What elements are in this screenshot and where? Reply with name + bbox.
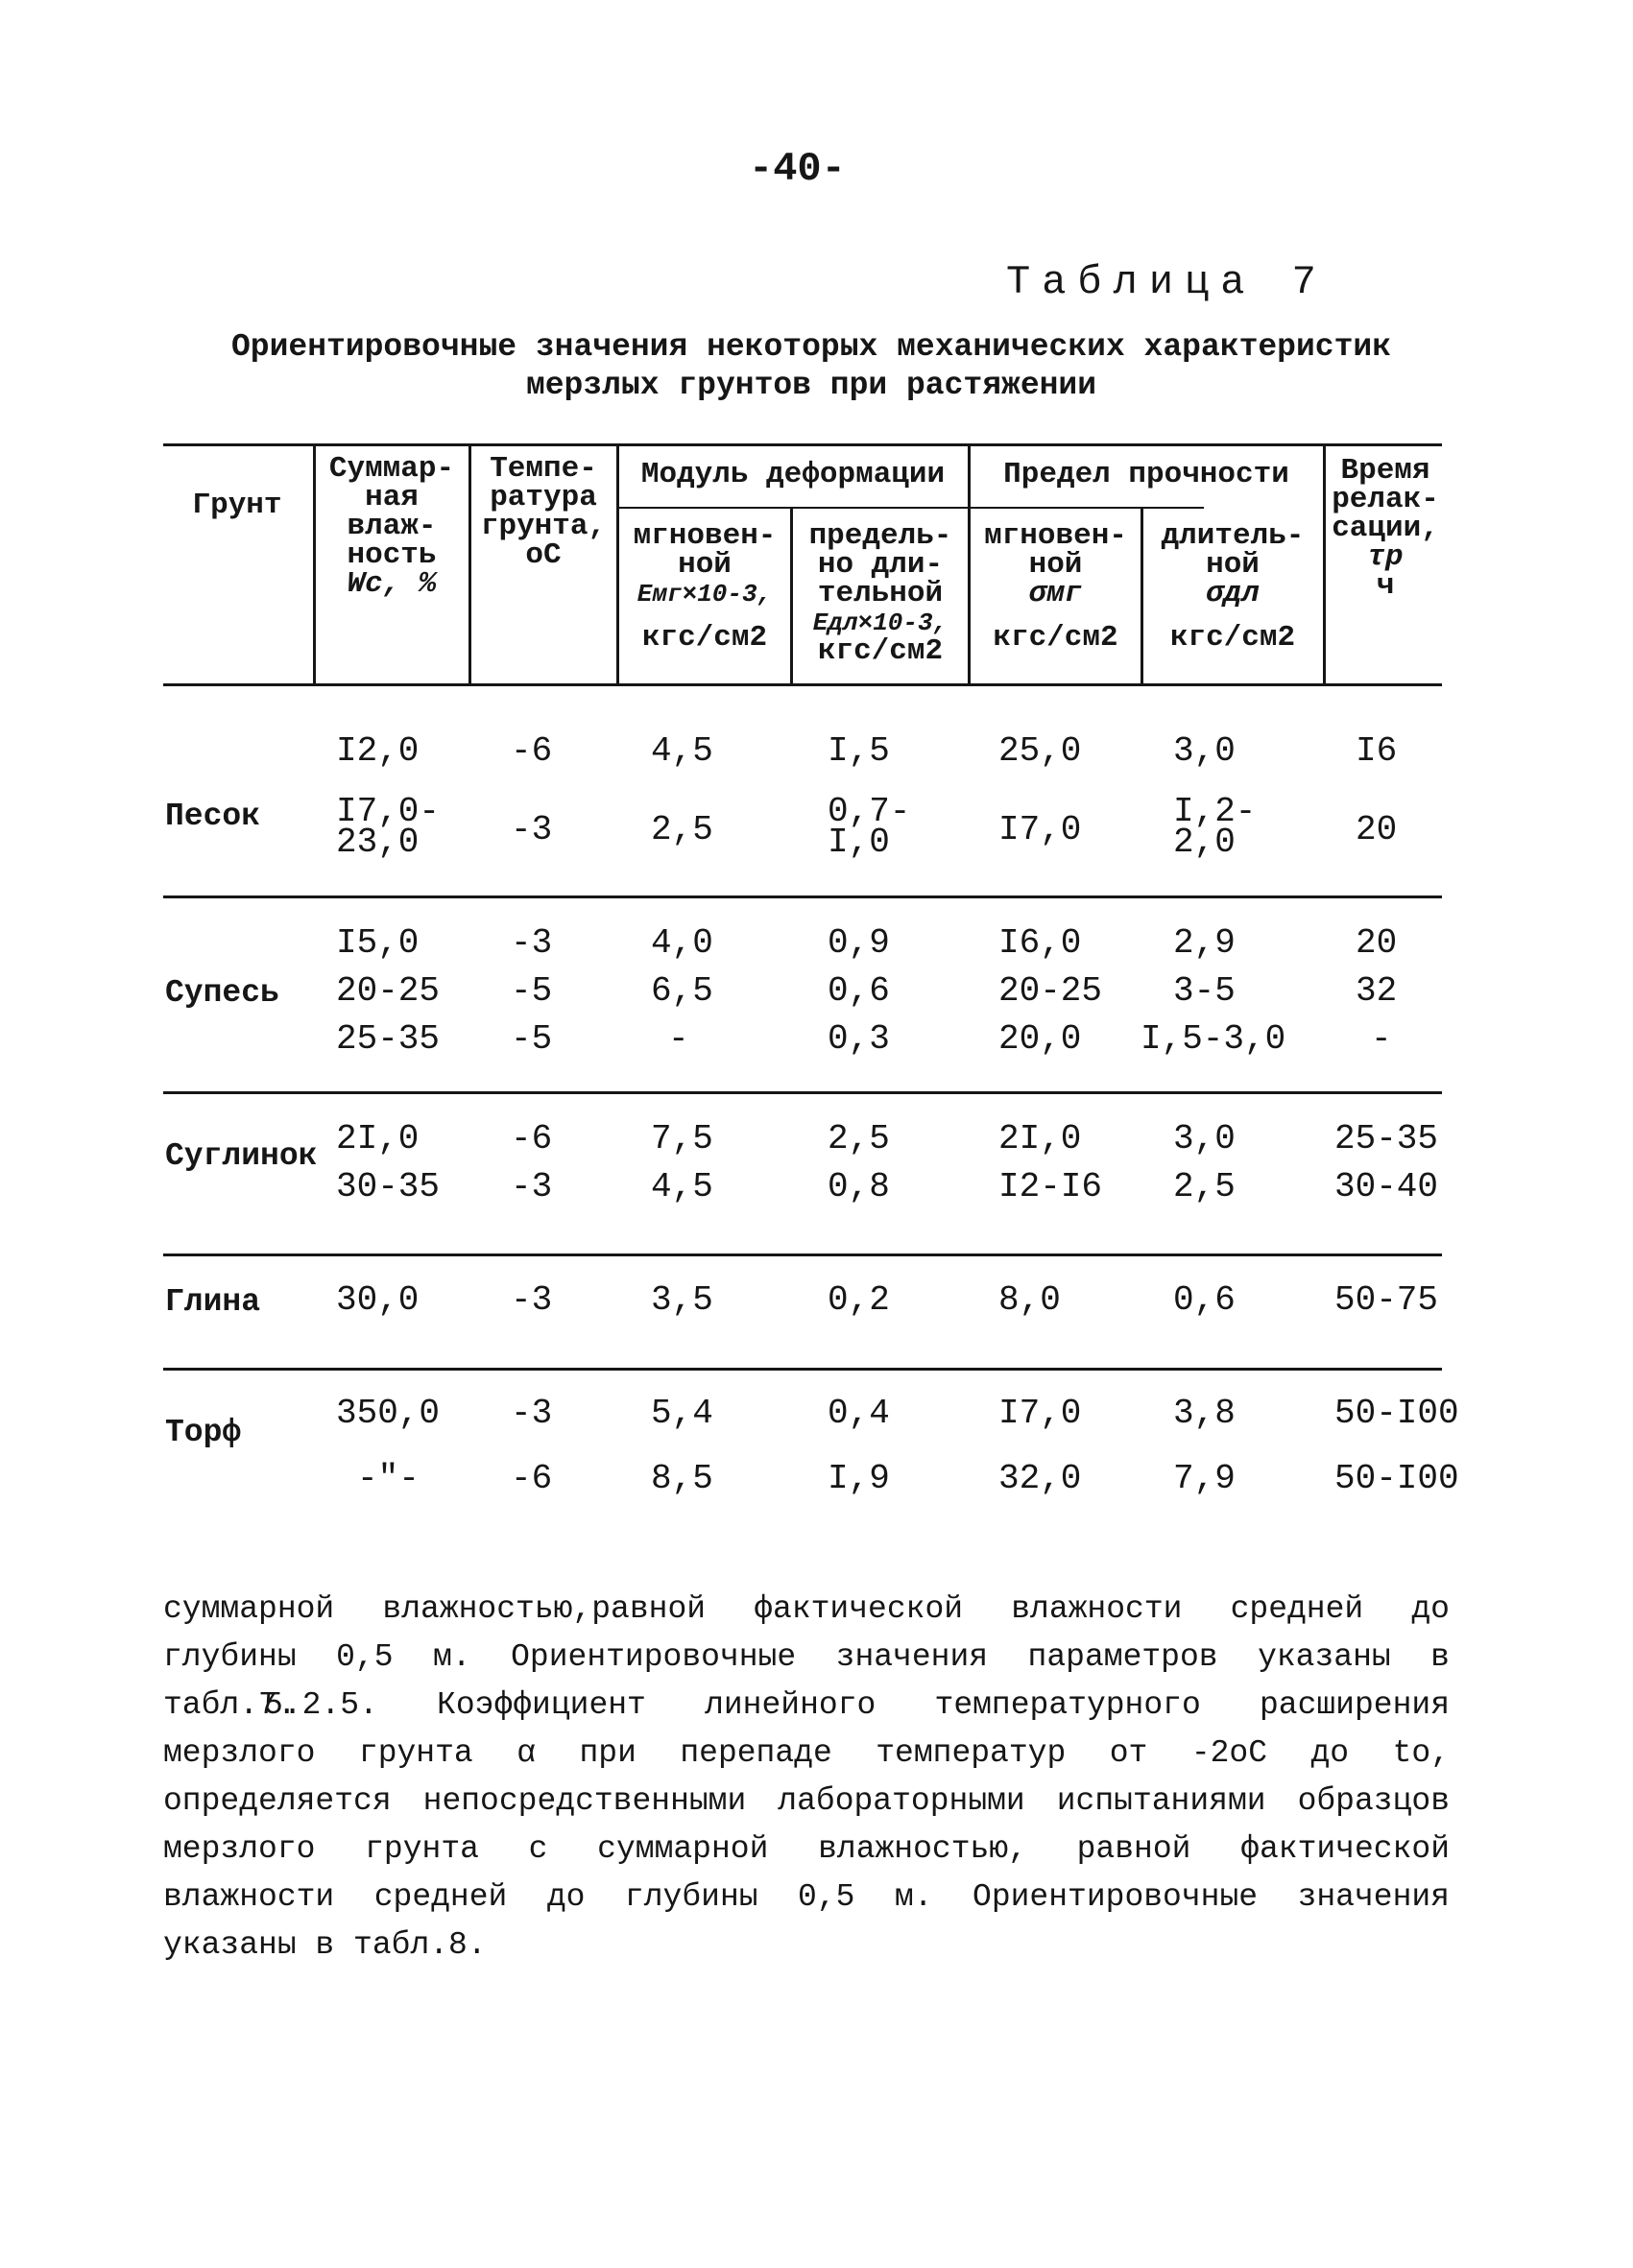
- col-divider: [968, 443, 971, 683]
- table-title-line-2: мерзлых грунтов при растяжении: [525, 368, 1097, 403]
- header-modulus-long: [794, 519, 967, 668]
- cell-modulus-instant: 5,4: [651, 1394, 713, 1433]
- cell-relaxation: 20: [1356, 923, 1398, 963]
- cell-strength-instant: 20-25: [998, 971, 1103, 1011]
- cell-modulus-long: I,9: [828, 1459, 890, 1498]
- header-relaxation: [1327, 454, 1444, 603]
- soil-name: Песок: [165, 799, 261, 834]
- cell-relaxation: 50-75: [1334, 1280, 1439, 1320]
- header-line: ной: [678, 548, 732, 582]
- cell-modulus-long: 0,6: [828, 971, 890, 1011]
- group-rule: [163, 1368, 1442, 1371]
- cell-strength-long: 2,5: [1173, 1167, 1236, 1206]
- cell-modulus-instant: 6,5: [651, 971, 713, 1011]
- cell-relaxation: -: [1371, 1019, 1392, 1059]
- cell-relaxation: 20: [1356, 810, 1398, 849]
- header-line: тельной: [817, 577, 944, 610]
- cell-modulus-long: 0,4: [828, 1394, 890, 1433]
- header-temperature-line: грунта,: [480, 510, 607, 543]
- cell-strength-long: 2,9: [1173, 923, 1236, 963]
- body-paragraph-2: [163, 1682, 1450, 1970]
- cell-strength-instant: 8,0: [998, 1280, 1061, 1320]
- cell-modulus-long: 0,9: [828, 923, 890, 963]
- cell-modulus-long: 0,8: [828, 1167, 890, 1206]
- cell-strength-instant: 32,0: [998, 1459, 1082, 1498]
- cell-strength-instant: 2I,0: [998, 1119, 1082, 1158]
- header-moisture-line: влаж-: [347, 510, 437, 543]
- cell-temperature: -6: [511, 1459, 553, 1498]
- cell-relaxation: I6: [1356, 731, 1398, 771]
- cell-temperature: -6: [511, 1119, 553, 1158]
- table-top-rule: [163, 443, 1442, 446]
- table-label: Таблица 7: [1006, 259, 1328, 305]
- cell-relaxation: 32: [1356, 971, 1398, 1011]
- cell-strength-long: I,5-3,0: [1141, 1019, 1286, 1059]
- header-line: мгновен-: [984, 519, 1127, 553]
- header-moisture-line: ная: [365, 481, 419, 514]
- cell-moisture: -"-: [357, 1459, 420, 1498]
- cell-strength-instant: I7,0: [998, 1394, 1082, 1433]
- cell-temperature: -3: [511, 1167, 553, 1206]
- header-line: Едл×10-3,: [812, 609, 949, 637]
- group-rule: [163, 1253, 1442, 1256]
- cell-modulus-long: 0,3: [828, 1019, 890, 1059]
- header-moisture-line: Суммар-: [328, 452, 455, 486]
- cell-modulus-long: 2,5: [828, 1119, 890, 1158]
- soil-name: Торф: [165, 1415, 242, 1450]
- header-line: релак-: [1332, 483, 1439, 516]
- cell-strength-instant: 20,0: [998, 1019, 1082, 1059]
- cell-relaxation: 50-I00: [1334, 1459, 1459, 1498]
- header-moisture-line: Wс, %: [347, 567, 437, 601]
- cell-strength-long: 3,0: [1173, 731, 1236, 771]
- table-title-line-1: Ориентировочные значения некоторых механических характеристик: [231, 329, 1391, 365]
- header-line: мгновен-: [633, 519, 777, 553]
- header-temperature-line: Темпе-: [490, 452, 597, 486]
- body-paragraph-1: суммарной влажностью,равной фактической влажности средней до глубины 0,5 м. Ориентировочные значения параметров указаны в табл.7.: [163, 1591, 1450, 1723]
- cell-strength-instant: I7,0: [998, 810, 1082, 849]
- cell-modulus-instant: 4,0: [651, 923, 713, 963]
- header-line: кгс/см2: [993, 621, 1118, 655]
- cell-strength-instant: 25,0: [998, 731, 1082, 771]
- cell-temperature: -3: [511, 1280, 553, 1320]
- cell-temperature: -5: [511, 971, 553, 1011]
- header-line: сации,: [1332, 512, 1439, 545]
- col-divider: [313, 443, 316, 683]
- cell-temperature: -3: [511, 810, 553, 849]
- header-line: σдл: [1206, 577, 1260, 610]
- cell-strength-instant: I2-I6: [998, 1167, 1103, 1206]
- cell-relaxation: 25-35: [1334, 1119, 1439, 1158]
- header-temperature: [472, 452, 614, 572]
- header-line: кгс/см2: [817, 634, 944, 668]
- header-strength-long: [1144, 519, 1321, 655]
- header-line: Время: [1340, 454, 1430, 488]
- cell-modulus-instant: 8,5: [651, 1459, 713, 1498]
- header-line: кгс/см2: [1169, 621, 1296, 655]
- cell-strength-instant: I6,0: [998, 923, 1082, 963]
- soil-name: Суглинок: [165, 1138, 318, 1174]
- cell-temperature: -6: [511, 731, 553, 771]
- header-modulus: Модуль деформации: [640, 458, 946, 491]
- cell-moisture: 20-25: [336, 971, 441, 1011]
- cell-relaxation: 30-40: [1334, 1167, 1439, 1206]
- header-line: Емг×10-3,: [636, 580, 773, 609]
- header-strength-instant: [972, 519, 1140, 655]
- header-line: ной: [1206, 548, 1260, 582]
- cell-modulus-instant: -: [668, 1019, 689, 1059]
- header-line: σмг: [1028, 577, 1083, 610]
- header-line: длитель-: [1161, 519, 1305, 553]
- cell-modulus-long: I,5: [828, 731, 890, 771]
- body-paragraph-2-text: 5.2.5. Коэффициент линейного температурного расширения мерзлого грунта α при перепаде температур от -2оС до tо, определяется непосредственными лабораторными испытаниями образцов мерзлого грунта с суммарной влажностью, равной фактической влажности средней до глубины 0,5 м. Ориентировочные значения указаны в табл.8.: [163, 1687, 1450, 1963]
- cell-moisture: I7,0- 23,0: [336, 792, 441, 862]
- cell-moisture: 2I,0: [336, 1119, 420, 1158]
- cell-moisture: 25-35: [336, 1019, 441, 1059]
- cell-modulus-long: 0,2: [828, 1280, 890, 1320]
- header-temperature-line: ратура: [490, 481, 597, 514]
- cell-moisture: 350,0: [336, 1394, 441, 1433]
- cell-modulus-long: 0,7- I,0: [828, 792, 911, 862]
- header-line: ч: [1376, 569, 1395, 603]
- header-line: кгс/см2: [641, 621, 768, 655]
- group-rule: [163, 895, 1442, 898]
- cell-modulus-instant: 4,5: [651, 731, 713, 771]
- cell-modulus-instant: 4,5: [651, 1167, 713, 1206]
- cell-moisture: 30-35: [336, 1167, 441, 1206]
- soil-name: Супесь: [165, 975, 279, 1011]
- cell-temperature: -3: [511, 1394, 553, 1433]
- cell-moisture: 30,0: [336, 1280, 420, 1320]
- group-rule: [163, 1091, 1442, 1094]
- col-divider: [790, 507, 793, 683]
- cell-strength-long: 3,8: [1173, 1394, 1236, 1433]
- header-line: но дли-: [817, 548, 944, 582]
- col-divider: [1323, 443, 1326, 683]
- cell-modulus-instant: 3,5: [651, 1280, 713, 1320]
- col-divider: [468, 443, 471, 683]
- cell-strength-long: I,2- 2,0: [1173, 792, 1257, 862]
- cell-modulus-instant: 2,5: [651, 810, 713, 849]
- cell-moisture: I5,0: [336, 923, 420, 963]
- cell-strength-long: 0,6: [1173, 1280, 1236, 1320]
- cell-modulus-instant: 7,5: [651, 1119, 713, 1158]
- header-strength: Предел прочности: [1003, 458, 1289, 491]
- cell-strength-long: 3-5: [1173, 971, 1236, 1011]
- cell-strength-long: 7,9: [1173, 1459, 1236, 1498]
- cell-temperature: -3: [511, 923, 553, 963]
- soil-name: Глина: [165, 1284, 261, 1320]
- cell-strength-long: 3,0: [1173, 1119, 1236, 1158]
- header-bottom-rule: [163, 683, 1442, 686]
- header-modulus-instant: [620, 519, 789, 655]
- header-line: предель-: [808, 519, 952, 553]
- cell-relaxation: 50-I00: [1334, 1394, 1459, 1433]
- header-line: τр: [1367, 540, 1404, 574]
- header-soil: Грунт: [192, 489, 282, 522]
- col-divider: [1141, 507, 1143, 683]
- header-moisture: [317, 452, 467, 601]
- page-number: -40-: [749, 146, 846, 192]
- col-divider: [616, 443, 619, 683]
- cell-moisture: I2,0: [336, 731, 420, 771]
- header-moisture-line: ность: [347, 538, 437, 572]
- subheader-rule: [616, 507, 1204, 509]
- table-title: [163, 328, 1459, 405]
- header-temperature-line: оС: [525, 538, 562, 572]
- cell-temperature: -5: [511, 1019, 553, 1059]
- header-line: ной: [1028, 548, 1083, 582]
